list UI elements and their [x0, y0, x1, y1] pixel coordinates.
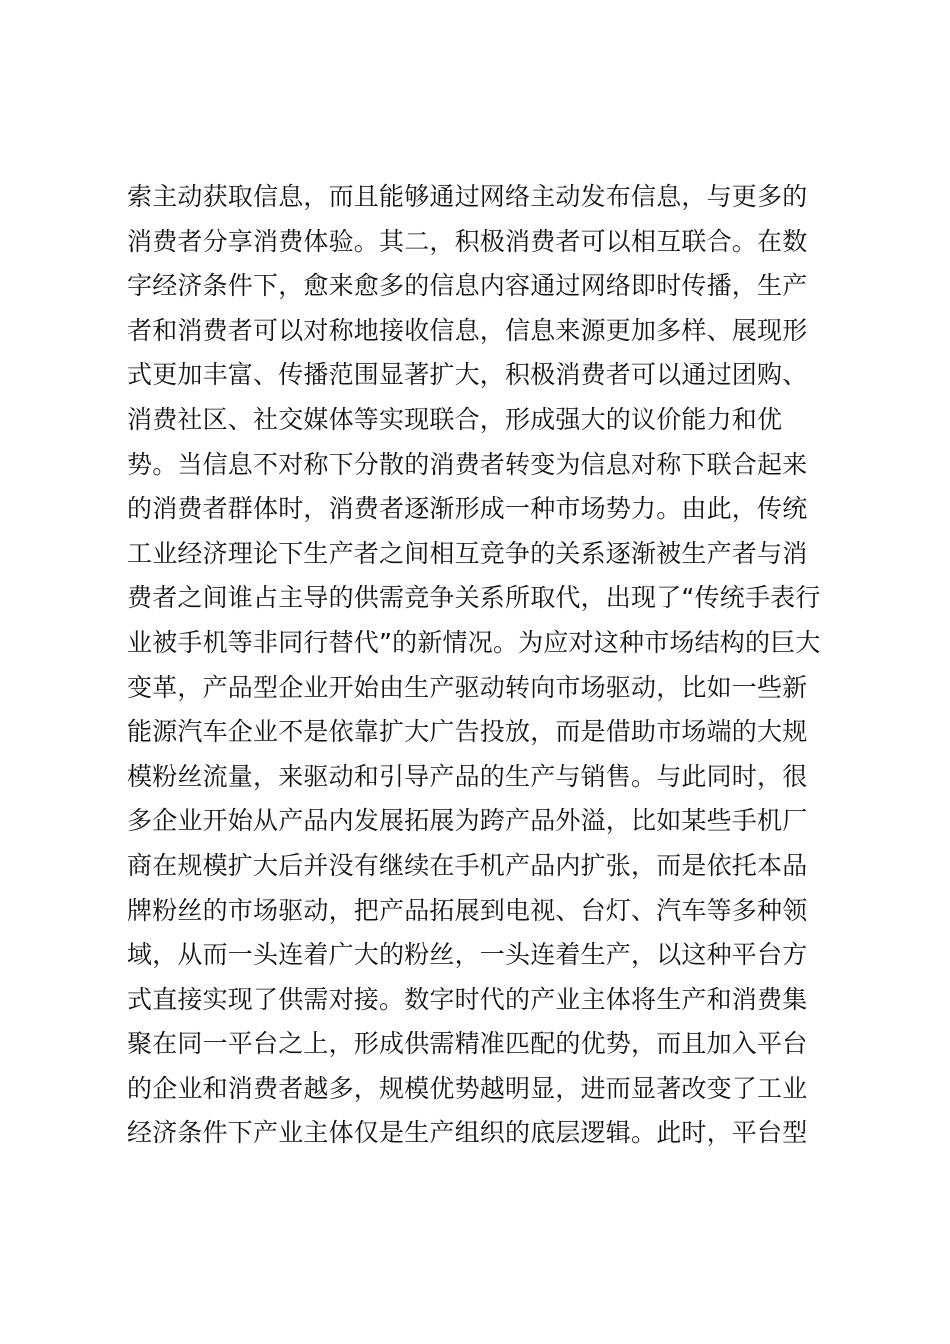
- text-line: 消费者分享消费体验。其二，积极消费者可以相互联合。在数: [127, 226, 808, 256]
- text-line: 势。当信息不对称下分散的消费者转变为信息对称下联合起来: [127, 449, 808, 479]
- text-line: 式直接实现了供需对接。数字时代的产业主体将生产和消费集: [127, 984, 808, 1014]
- text-line: 商在规模扩大后并没有继续在手机产品内扩张，而是依托本品: [127, 850, 808, 880]
- text-line: 业被手机等非同行替代”的新情况。为应对这种市场结构的巨大: [127, 627, 821, 657]
- text-line: 模粉丝流量，来驱动和引导产品的生产与销售。与此同时，很: [127, 761, 808, 791]
- text-line: 能源汽车企业不是依靠扩大广告投放，而是借助市场端的大规: [127, 717, 808, 747]
- text-line: 消费社区、社交媒体等实现联合，形成强大的议价能力和优: [127, 404, 783, 434]
- text-line: 的企业和消费者越多，规模优势越明显，进而显著改变了工业: [127, 1073, 808, 1103]
- text-line: 聚在同一平台之上，形成供需精准匹配的优势，而且加入平台: [127, 1029, 808, 1059]
- text-line: 的消费者群体时，消费者逐渐形成一种市场势力。由此，传统: [127, 494, 808, 524]
- text-line: 工业经济理论下生产者之间相互竞争的关系逐渐被生产者与消: [127, 538, 808, 568]
- text-line: 索主动获取信息，而且能够通过网络主动发布信息，与更多的: [127, 182, 808, 211]
- body-text: [127, 175, 827, 1156]
- text-line: 经济条件下产业主体仅是生产组织的底层逻辑。此时，平台型: [127, 1118, 808, 1148]
- text-line: 多企业开始从产品内发展拓展为跨产品外溢，比如某些手机厂: [127, 806, 808, 836]
- text-line: 字经济条件下，愈来愈多的信息内容通过网络即时传播，生产: [127, 271, 808, 301]
- text-line: 式更加丰富、传播范围显著扩大，积极消费者可以通过团购、: [127, 360, 808, 390]
- text-line: 域，从而一头连着广大的粉丝，一头连着生产，以这种平台方: [127, 940, 808, 970]
- text-line: 变革，产品型企业开始由生产驱动转向市场驱动，比如一些新: [127, 672, 808, 702]
- text-line: 者和消费者可以对称地接收信息，信息来源更加多样、展现形: [127, 315, 808, 345]
- text-line: 牌粉丝的市场驱动，把产品拓展到电视、台灯、汽车等多种领: [127, 895, 808, 925]
- text-line: 费者之间谁占主导的供需竞争关系所取代，出现了“传统手表行: [127, 583, 821, 613]
